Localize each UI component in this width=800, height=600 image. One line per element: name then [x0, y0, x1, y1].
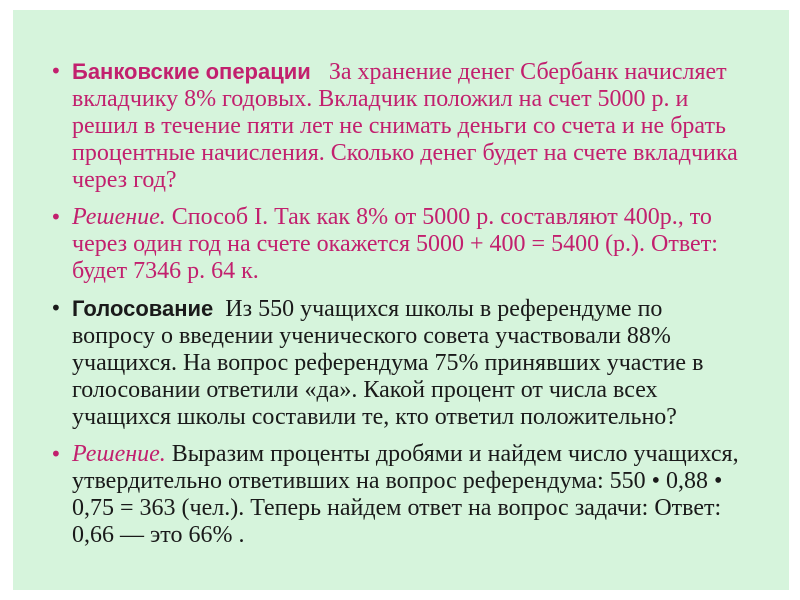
item-heading: Банковские операции: [72, 59, 311, 84]
item-text: Выразим проценты дробями и найдем число учащихся, утвердительно ответивших на вопрос референдума: 550 • 0,88 • 0,75 = 363 (чел.). Теперь найдем ответ на вопрос задачи: Ответ: 0,66 — это 66% .: [72, 441, 739, 548]
item-text: Из 550 учащихся школы в референдуме по вопросу о введении ученического совета участвовали 88% учащихся. На вопрос референдума 75% принявших участие в голосовании ответили «да». Какой процент от числа всех учащихся школы составили те, кто ответил положительно?: [72, 296, 704, 430]
bullet-list: [50, 58, 750, 559]
list-item-banking: [50, 58, 750, 194]
item-text: Способ I. Так как 8% от 5000 р. составляют 400р., то через один год на счете окажется 5000 + 400 = 5400 (р.). Ответ: будет 7346 р. 64 к.: [72, 204, 718, 284]
bullet-icon: •: [50, 296, 62, 320]
bullet-icon: •: [50, 205, 62, 229]
list-item-solution-2: [50, 441, 750, 549]
bullet-icon: •: [50, 59, 62, 83]
bullet-icon: •: [50, 442, 62, 466]
solution-label: Решение.: [72, 204, 166, 230]
item-text: За хранение денег Сбербанк начисляет вкладчику 8% годовых. Вкладчик положил на счет 5000 р. и решил в течение пяти лет не снимать деньги со счета и не брать процентные начисления. Сколько денег будет на счете вкладчика через год?: [72, 59, 738, 193]
slide: [13, 10, 789, 590]
list-item-voting: [50, 295, 750, 431]
solution-label: Решение.: [72, 441, 166, 467]
item-heading: Голосование: [72, 296, 214, 321]
list-item-solution-1: [50, 204, 750, 285]
